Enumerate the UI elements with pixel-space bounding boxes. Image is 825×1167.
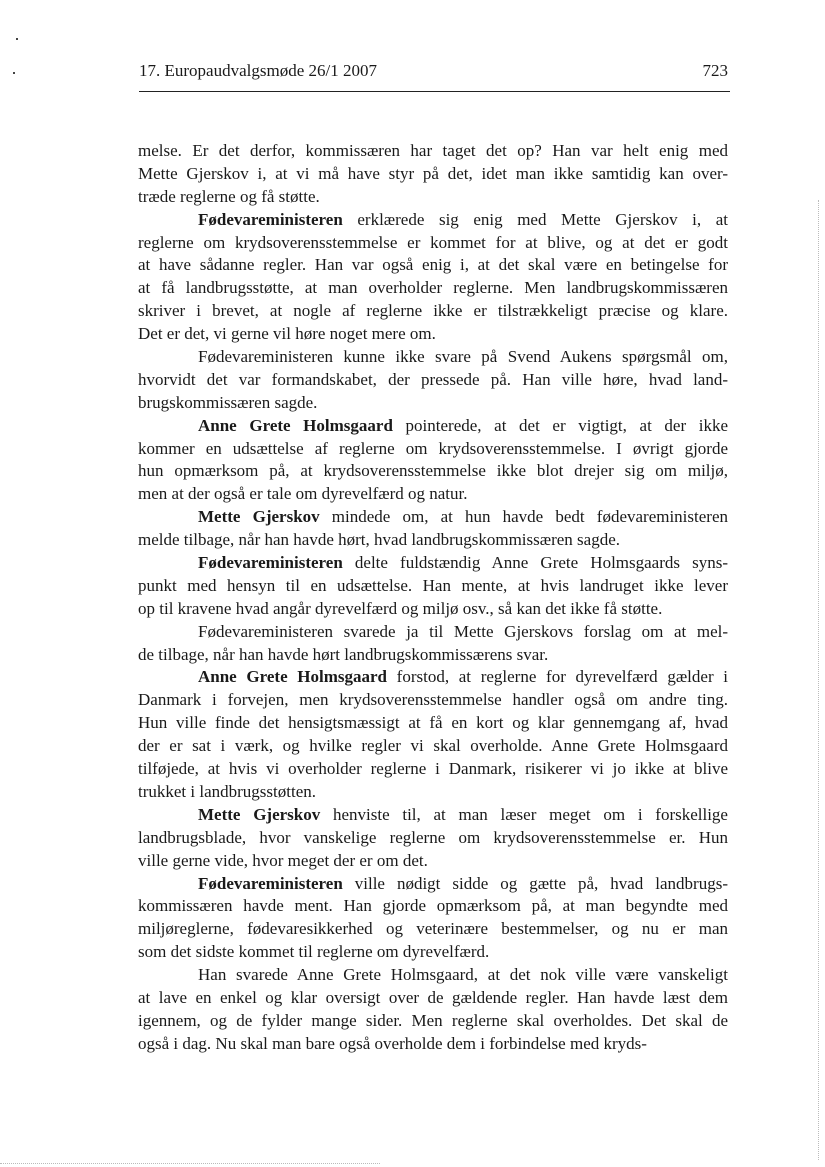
line-text: der er sat i værk, og hvilke regler vi skal overholde. Anne Grete Holmsgaard — [138, 736, 728, 756]
line-text: Mette Gjerskov i, at vi må have styr på det, idet man ikke samtidig kan over- — [138, 163, 728, 183]
text-line — [138, 277, 728, 300]
line-text: forstod, at reglerne for dyrevelfærd gælder i — [387, 667, 729, 687]
line-text: også i dag. Nu skal man bare også overholde dem i forbindelse med kryds- — [138, 1033, 647, 1053]
line-text: skriver i brevet, at nogle af reglerne ikke er tilstrækkeligt præcise og klare. — [138, 301, 728, 321]
text-line — [138, 232, 728, 255]
line-text: tilføjede, at hvis vi overholder reglerne i Danmark, risikerer vi jo ikke at blive — [138, 759, 728, 779]
line-text: miljøreglerne, fødevaresikkerhed og veterinære bestemmelser, og nu er man — [138, 919, 728, 939]
line-text: delte fuldstændig Anne Grete Holmsgaards syns- — [342, 553, 728, 573]
text-line — [138, 254, 728, 277]
speaker-name: Fødevareministeren — [198, 553, 343, 573]
line-text: træde reglerne og få støtte. — [138, 186, 320, 206]
text-line — [138, 850, 728, 873]
line-text: hvorvidt det var formandskabet, der pressede på. Han ville høre, hvad land- — [138, 369, 728, 389]
text-line — [138, 1033, 728, 1056]
text-line — [138, 369, 728, 392]
text-line — [138, 392, 728, 415]
text-line — [138, 346, 728, 369]
scan-edge-noise — [817, 200, 819, 1160]
speaker-name: Mette Gjerskov — [198, 507, 320, 527]
text-line — [138, 575, 728, 598]
text-line — [138, 506, 728, 529]
header-title: 17. Europaudvalgsmøde 26/1 2007 — [139, 61, 377, 80]
line-text: kommer en udsættelse af reglerne om krydsoverensstemmelse. I øvrigt gjorde — [138, 438, 728, 458]
line-text: Fødevareministeren svarede ja til Mette Gjerskovs forslag om at mel- — [198, 621, 728, 641]
line-text: landbrugsblade, hvor vanskelige reglerne om krydsoverensstemmelse er. Hun — [138, 827, 728, 847]
line-text: igennem, og de fylder mange sider. Men reglerne skal overholdes. Det skal de — [138, 1010, 728, 1030]
text-line — [138, 781, 728, 804]
header-rule — [139, 91, 730, 92]
text-line — [138, 460, 728, 483]
text-line — [138, 483, 728, 506]
scan-speck-top — [16, 38, 18, 40]
text-line — [138, 827, 728, 850]
text-line — [138, 918, 728, 941]
speaker-name: Anne Grete Holmsgaard — [198, 415, 393, 435]
line-text: melde tilbage, når han havde hørt, hvad landbrugskommissæren sagde. — [138, 530, 621, 550]
line-text: som det sidste kommet til reglerne om dyrevelfærd. — [138, 942, 490, 962]
line-text: kommissæren havde ment. Han gjorde opmærksom på, at man begyndte med — [138, 896, 728, 916]
line-text: de tilbage, når han havde hørt landbrugskommissærens svar. — [138, 644, 549, 664]
line-text: trukket i landbrugsstøtten. — [138, 781, 317, 801]
line-text: reglerne om krydsoverensstemmelse er kommet for at blive, og at det er godt — [138, 232, 728, 252]
text-line — [138, 735, 728, 758]
text-line — [138, 186, 728, 209]
text-line — [138, 666, 728, 689]
line-text: Han svarede Anne Grete Holmsgaard, at det nok ville være vanskeligt — [198, 965, 728, 985]
line-text: mindede om, at hun havde bedt fødevareministeren — [319, 507, 728, 527]
line-text: at have sådanne regler. Han var også enig i, at det skal være en betingelse for — [138, 255, 728, 275]
page-number: 723 — [702, 61, 728, 80]
text-line — [138, 621, 728, 644]
text-line — [138, 598, 728, 621]
line-text: henviste til, at man læser meget om i forskellige — [320, 804, 728, 824]
line-text: hun opmærksom på, at krydsoverensstemmelse ikke blot drejer sig om miljø, — [138, 461, 728, 481]
text-line — [138, 689, 728, 712]
text-line — [138, 438, 728, 461]
text-line — [138, 941, 728, 964]
line-text: at få landbrugsstøtte, at man overholder reglerne. Men landbrugskommissæren — [138, 278, 728, 298]
text-line — [138, 758, 728, 781]
line-text: melse. Er det derfor, kommissæren har taget det op? Han var helt enig med — [138, 141, 728, 160]
line-text: pointerede, at det er vigtigt, at der ikke — [392, 415, 729, 435]
text-line — [138, 964, 728, 987]
text-line — [138, 644, 728, 667]
speaker-name: Fødevareministeren — [198, 873, 343, 893]
page-header — [139, 60, 728, 82]
line-text: punkt med hensyn til en udsættelse. Han mente, at hvis landruget ikke lever — [138, 575, 728, 595]
line-text: men at der også er tale om dyrevelfærd og natur. — [138, 484, 468, 504]
line-text: ville gerne vide, hvor meget der er om det. — [138, 850, 428, 870]
line-text: op til kravene hvad angår dyrevelfærd og miljø osv., så kan det ikke få støtte. — [138, 598, 663, 618]
line-text: Danmark i forvejen, men krydsoverensstemmelse handler også om andre ting. — [138, 690, 728, 710]
line-text: brugskommissæren sagde. — [138, 392, 318, 412]
text-line — [138, 552, 728, 575]
line-text: Hun ville finde det hensigtsmæssigt at få en kort og klar gennemgang af, hvad — [138, 713, 728, 733]
scan-bottom-noise — [0, 1162, 380, 1164]
body-text — [138, 140, 728, 1056]
line-text: Det er det, vi gerne vil høre noget mere om. — [138, 324, 436, 344]
speaker-name: Mette Gjerskov — [198, 804, 321, 824]
text-line — [138, 804, 728, 827]
line-text: at lave en enkel og klar oversigt over de gældende regler. Han havde læst dem — [138, 987, 728, 1007]
speaker-name: Anne Grete Holmsgaard — [198, 667, 388, 687]
text-line — [138, 209, 728, 232]
text-line — [138, 712, 728, 735]
line-text: erklærede sig enig med Mette Gjerskov i, at — [342, 209, 728, 229]
text-line — [138, 140, 728, 163]
text-line — [138, 1010, 728, 1033]
scan-speck-mid — [13, 72, 15, 74]
text-line — [138, 163, 728, 186]
line-text: Fødevareministeren kunne ikke svare på Svend Aukens spørgsmål om, — [198, 347, 728, 367]
text-line — [138, 323, 728, 346]
text-line — [138, 300, 728, 323]
text-line — [138, 415, 728, 438]
text-line — [138, 529, 728, 552]
line-text: ville nødigt sidde og gætte på, hvad landbrugs- — [342, 873, 728, 893]
text-line — [138, 895, 728, 918]
text-line — [138, 873, 728, 896]
speaker-name: Fødevareministeren — [198, 209, 343, 229]
text-line — [138, 987, 728, 1010]
